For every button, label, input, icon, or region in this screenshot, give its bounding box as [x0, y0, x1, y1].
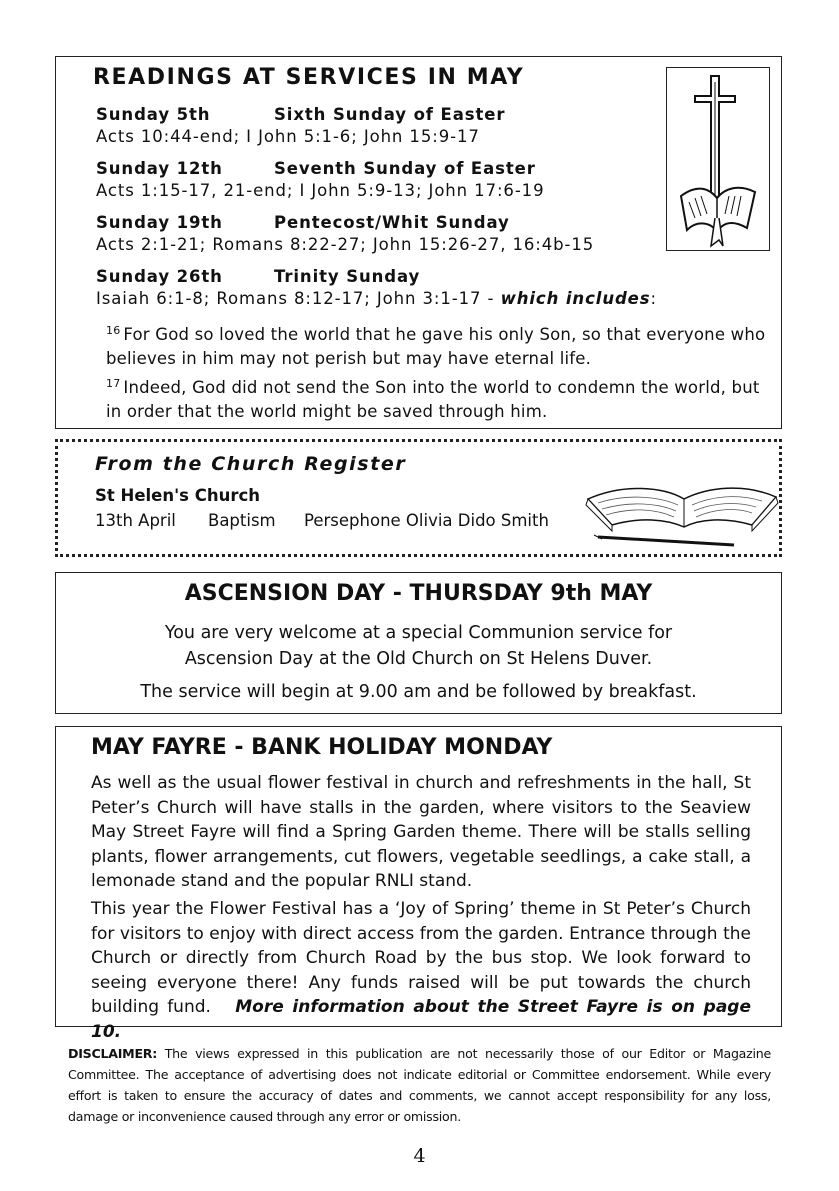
readings-title: READINGS AT SERVICES IN MAY	[93, 65, 525, 90]
reading-refs-text: Isaiah 6:1-8; Romans 8:12-17; John 3:1-17 -	[96, 289, 501, 308]
reading-entry	[96, 267, 657, 308]
ascension-day-box	[55, 572, 782, 714]
reading-day: Sunday 26th	[96, 267, 223, 286]
open-register-book-icon	[584, 479, 780, 549]
reading-refs-end: :	[650, 289, 657, 308]
register-entry	[95, 511, 549, 530]
register-title: From the Church Register	[95, 453, 407, 475]
reading-refs: Acts 1:15-17, 21-end; I John 5:9-13; John 17:6-19	[96, 181, 545, 200]
fayre-title: MAY FAYRE - BANK HOLIDAY MONDAY	[91, 735, 553, 760]
reading-occasion: Sixth Sunday of Easter	[274, 105, 506, 124]
bible-verse	[106, 319, 766, 371]
cross-bible-illustration	[666, 67, 770, 251]
register-person: Persephone Olivia Dido Smith	[304, 511, 549, 530]
reading-occasion: Seventh Sunday of Easter	[274, 159, 536, 178]
verse-number: 16	[106, 324, 121, 337]
disclaimer-label: DISCLAIMER:	[68, 1046, 158, 1061]
reading-refs: Acts 10:44-end; I John 5:1-6; John 15:9-17	[96, 127, 480, 146]
reading-refs: Acts 2:1-21; Romans 8:22-27; John 15:26-27, 16:4b-15	[96, 235, 595, 254]
register-church: St Helen's Church	[95, 486, 260, 505]
may-fayre-box	[55, 726, 782, 1042]
reading-occasion: Trinity Sunday	[274, 267, 421, 286]
disclaimer-text: The views expressed in this publication are not necessarily those of our Editor or Magazine Committee. The acceptance of advertising does not indicate editorial or Committee endorsement. While every effort is taken to ensure the accuracy of dates and comments, we cannot accept responsibility for any loss, damage or inconvenience caused through any error or omission.	[68, 1046, 771, 1124]
reading-refs-emphasis: which includes	[500, 289, 651, 308]
fayre-paragraph-text: This year the Flower Festival has a ‘Joy of Spring’ theme in St Peter’s Church for visitors to enjoy with direct access from the garden. Entrance through the Church or directly from Church Road by the bus stop. We look forward to seeing everyone there! Any funds raised will be put towards the church building fund.	[91, 899, 751, 1018]
register-date: 13th April	[95, 511, 176, 530]
verse-text: For God so loved the world that he gave his only Son, so that everyone who believes in him may not perish but may have eternal life.	[106, 325, 766, 368]
reading-entry	[96, 213, 594, 254]
reading-entry	[96, 159, 544, 200]
ascension-line: Ascension Day at the Old Church on St Helens Duver.	[184, 649, 653, 669]
ascension-line: The service will begin at 9.00 am and be followed by breakfast.	[140, 682, 697, 702]
page-number: 4	[413, 1145, 426, 1167]
reading-day: Sunday 19th	[96, 213, 223, 232]
verse-text: Indeed, God did not send the Son into the world to condemn the world, but in order that the world might be saved through him.	[106, 378, 760, 421]
verse-number: 17	[106, 377, 121, 390]
fayre-more-info: More information about the Street Fayre is on page 10.	[91, 997, 751, 1042]
church-register-box	[55, 439, 782, 557]
reading-day: Sunday 12th	[96, 159, 223, 178]
cross-and-bible-icon	[667, 68, 769, 250]
ascension-title: ASCENSION DAY - THURSDAY 9th MAY	[184, 581, 653, 606]
reading-refs	[96, 289, 657, 308]
reading-occasion: Pentecost/Whit Sunday	[274, 213, 510, 232]
reading-entry	[96, 105, 505, 146]
bible-verse	[106, 372, 766, 424]
readings-box	[55, 56, 782, 429]
fayre-paragraph: As well as the usual flower festival in church and refreshments in the hall, St Peter’s Church will have stalls in the garden, where visitors to the Seaview May Street Fayre will find a Spring Garden theme. There will be stalls selling plants, flower arrangements, cut flowers, vegetable seedlings, a cake stall, a lemonade stand and the popular RNLI stand.	[91, 773, 751, 892]
register-type: Baptism	[208, 511, 276, 530]
ascension-line: You are very welcome at a special Communion service for	[164, 623, 673, 643]
fayre-paragraph	[91, 897, 751, 1045]
reading-day: Sunday 5th	[96, 105, 211, 124]
disclaimer	[68, 1043, 771, 1127]
